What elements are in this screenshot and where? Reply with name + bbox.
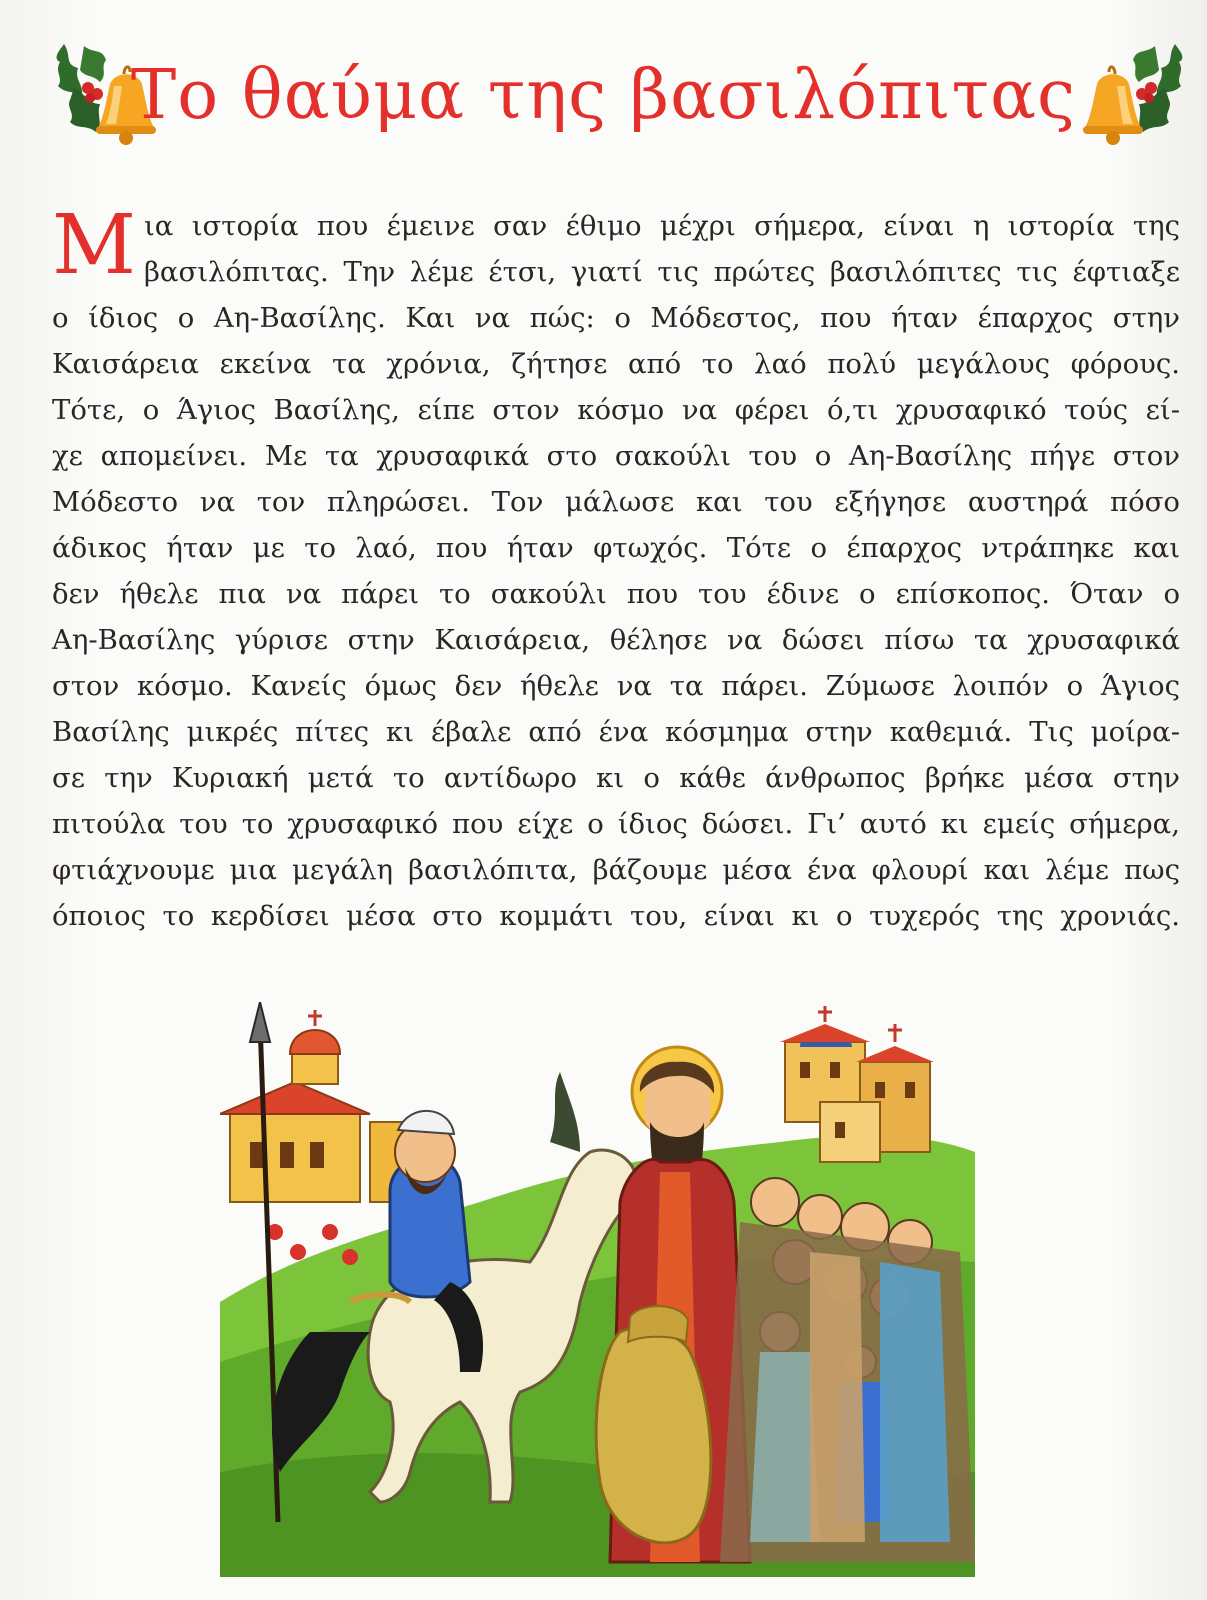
story-line: Βασίλης μικρές πίτες κι έβαλε από ένα κόσμημα στην καθεμιά. Τις μοίρα- xyxy=(52,716,1180,748)
story-line: Τότε, ο Άγιος Βασίλης, είπε στον κόσμο να φέρει ό,τι χρυσαφικό τούς εί- xyxy=(52,394,1180,426)
story-line: όποιος το κερδίσει μέσα στο κομμάτι του, είναι κι ο τυχερός της χρονιάς. xyxy=(52,900,1180,932)
story-line: δεν ήθελε πια να πάρει το σακούλι που του έδινε ο επίσκοπος. Όταν ο xyxy=(52,578,1180,610)
page-title: Το θαύμα της βασιλόπιτας xyxy=(130,56,1077,135)
story-line: ια ιστορία που έμεινε σαν έθιμο μέχρι σήμερα, είναι η ιστορία της xyxy=(143,210,1180,242)
story-line: χε απομείνει. Με τα χρυσαφικά στο σακούλι του ο Αη-Βασίλης πήγε στον xyxy=(52,440,1180,472)
story-line: πιτούλα του το χρυσαφικό που είχε ο ίδιος δώσει. Γι’ αυτό κι εμείς σήμερα, xyxy=(52,808,1180,840)
holly-bell-icon xyxy=(1065,24,1195,154)
saint-basil-scene-illustration xyxy=(220,1002,975,1577)
story-line: ο ίδιος ο Αη-Βασίλης. Και να πώς: ο Μόδεστος, που ήταν έπαρχος στην xyxy=(52,302,1180,334)
story-text xyxy=(52,198,1180,939)
drop-cap: Μ xyxy=(52,198,136,293)
story-line: Αη-Βασίλης γύρισε στην Καισάρεια, θέλησε να δώσει πίσω τα χρυσαφικά xyxy=(52,624,1180,656)
story-line: άδικος ήταν με το λαό, που ήταν φτωχός. Τότε ο έπαρχος ντράπηκε και xyxy=(52,532,1180,564)
story-line: στον κόσμο. Κανείς όμως δεν ήθελε να τα πάρει. Ζύμωσε λοιπόν ο Άγιος xyxy=(52,670,1180,702)
story-line: Μόδεστο να τον πληρώσει. Τον μάλωσε και του εξήγησε αυστηρά πόσο xyxy=(52,486,1180,518)
story-line: φτιάχνουμε μια μεγάλη βασιλόπιτα, βάζουμε μέσα ένα φλουρί και λέμε πως xyxy=(52,854,1180,886)
story-line: Καισάρεια εκείνα τα χρόνια, ζήτησε από το λαό πολύ μεγάλους φόρους. xyxy=(52,348,1180,380)
story-line: βασιλόπιτας. Την λέμε έτσι, γιατί τις πρώτες βασιλόπιτες τις έφτιαξε xyxy=(143,256,1180,288)
story-line: σε την Κυριακή μετά το αντίδωρο κι ο κάθε άνθρωπος βρήκε μέσα στην xyxy=(52,762,1180,794)
